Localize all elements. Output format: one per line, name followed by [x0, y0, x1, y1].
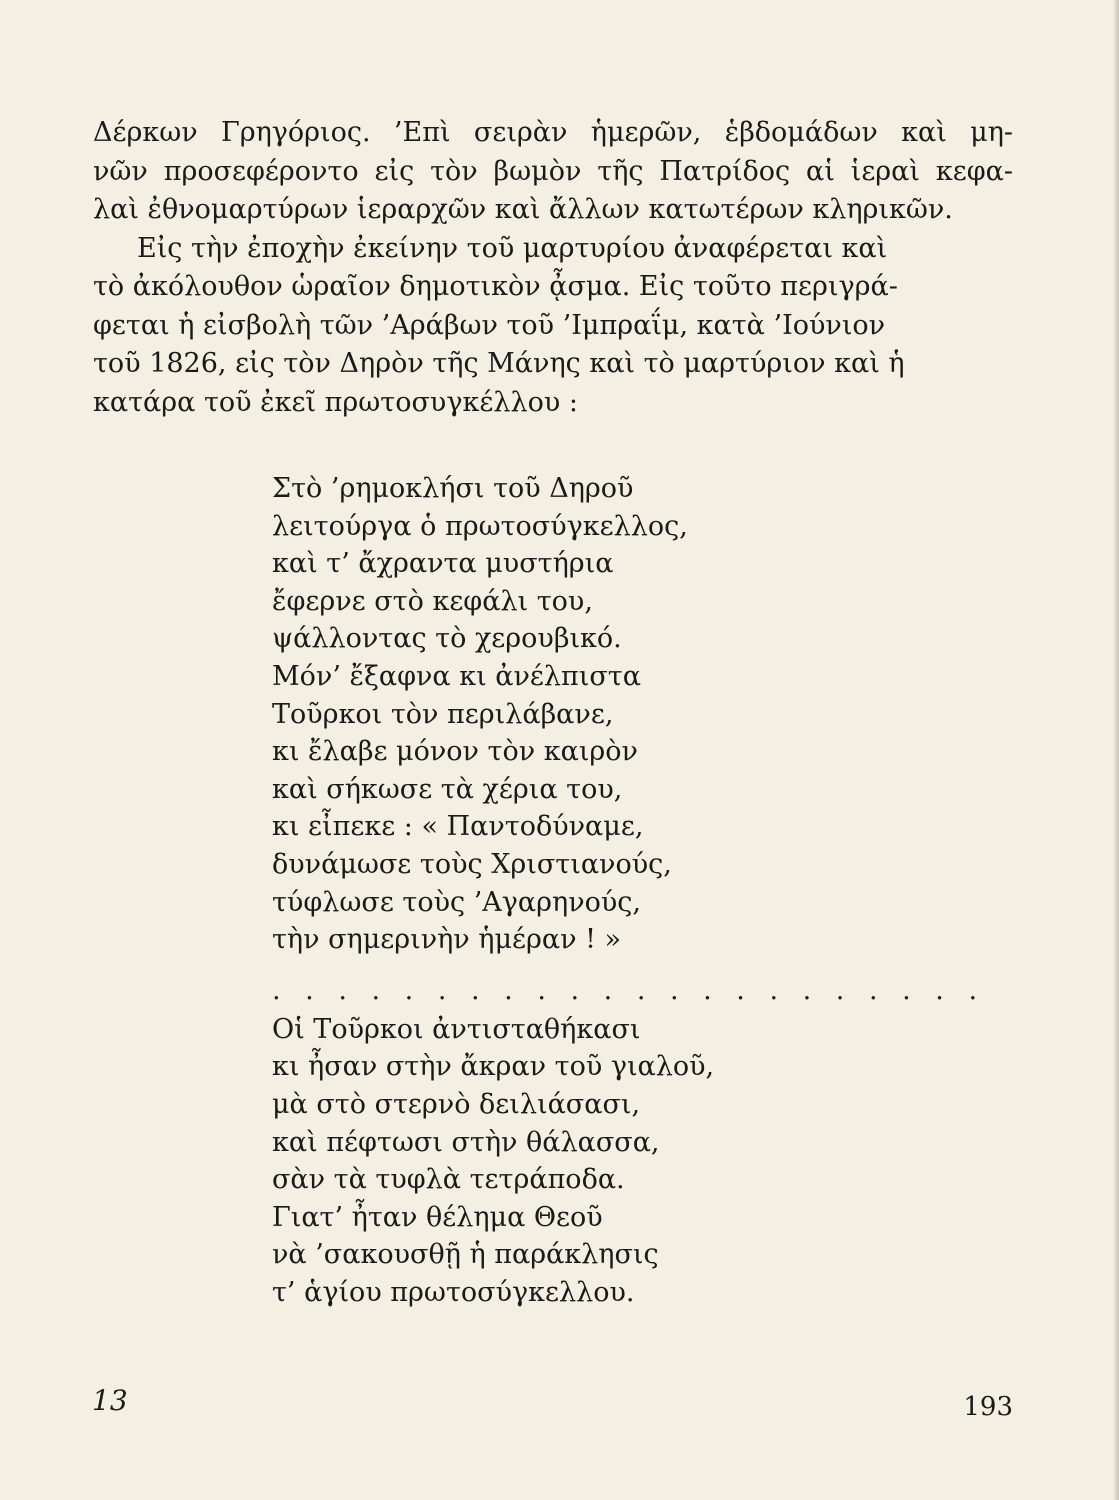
poem-line: ἔφερνε στὸ κεφάλι του, — [272, 585, 593, 617]
prose-line: φεται ἡ εἰσβολὴ τῶν ’Αράβων τοῦ ’Ιμπραΐμ, κατὰ ’Ιούνιον — [93, 309, 886, 341]
poem-line: ψάλλοντας τὸ χερουβικό. — [272, 623, 622, 655]
page-edge — [1113, 0, 1119, 1500]
poem-line: μὰ στὸ στερνὸ δειλιάσασι, — [272, 1088, 641, 1120]
poem-line: Στὸ ’ρημοκλήσι τοῦ Δηροῦ — [272, 473, 634, 504]
prose-line: Εἰς τὴν ἐποχὴν ἐκείνην τοῦ μαρτυρίου ἀναφέρεται καὶ — [137, 232, 888, 264]
prose-line: τοῦ 1826, εἰς τὸν Δηρὸν τῆς Μάνης καὶ τὸ μαρτύριον καὶ ἡ — [93, 348, 905, 379]
prose-line: Δέρκων Γρηγόριος. ’Επὶ σειρὰν ἡμερῶν, ἑβδομάδων καὶ μη- — [93, 117, 1013, 148]
poem-line: λειτούργα ὁ πρωτοσύγκελλος, — [272, 510, 688, 542]
paragraph-1 — [93, 114, 1013, 230]
poem-line: καὶ σήκωσε τὰ χέρια του, — [272, 773, 623, 805]
prose-line: κατάρα τοῦ ἐκεῖ πρωτοσυγκέλλου : — [93, 386, 578, 418]
poem-line: τ’ ἁγίου πρωτοσύγκελλου. — [272, 1276, 635, 1308]
poem-line: Τοῦρκοι τὸν περιλάβανε, — [272, 698, 614, 730]
poem-line: κι ἔλαβε μόνον τὸν καιρὸν — [272, 736, 638, 768]
poem-line: Οἱ Τοῦρκοι ἀντισταθήκασι — [272, 1013, 641, 1045]
poem-line: τὴν σημερινὴν ἡμέραν ! » — [272, 924, 622, 956]
poem-line: δυνάμωσε τοὺς Χριστιανούς, — [272, 848, 672, 880]
prose-line: τὸ ἀκόλουθον ὡραῖον δημοτικὸν ᾆσμα. Εἰς τοῦτο περιγρά- — [93, 271, 898, 302]
signature-mark: 13 — [92, 1384, 128, 1417]
poem-line: Γιατ’ ἦταν θέλημα Θεοῦ — [272, 1201, 603, 1233]
poem-line: καὶ τ’ ἄχραντα μυστήρια — [272, 548, 614, 580]
poem-stanza-2 — [272, 1011, 832, 1312]
poem-line: κι ἦσαν στὴν ἄκραν τοῦ γιαλοῦ, — [272, 1051, 715, 1083]
prose-line: λαὶ ἐθνομαρτύρων ἱεραρχῶν καὶ ἄλλων κατωτέρων κληρικῶν. — [93, 194, 953, 225]
poem-line: Μόν’ ἔξαφνα κι ἀνέλπιστα — [272, 660, 641, 692]
poem-line: τύφλωσε τοὺς ’Αγαρηνούς, — [272, 886, 641, 918]
ellipsis-separator: . . . . . . . . . . . . . . . . . . . . . . — [272, 974, 986, 1006]
prose-block — [93, 114, 1013, 422]
poem-line: κι εἶπεκε : « Παντοδύναμε, — [272, 811, 644, 843]
prose-line: νῶν προσεφέροντο εἰς τὸν βωμὸν τῆς Πατρίδος αἱ ἱεραὶ κεφα- — [93, 155, 1013, 187]
poem-line: νὰ ’σακουσθῇ ἡ παράκλησις — [272, 1239, 659, 1271]
poem-line: καὶ πέφτωσι στὴν θάλασσα, — [272, 1126, 660, 1158]
paragraph-2 — [93, 230, 1013, 423]
poem-block — [272, 470, 986, 1311]
page-number: 193 — [963, 1392, 1013, 1422]
poem-line: σὰν τὰ τυφλὰ τετράποδα. — [272, 1164, 625, 1196]
poem-stanza-1 — [272, 470, 832, 959]
